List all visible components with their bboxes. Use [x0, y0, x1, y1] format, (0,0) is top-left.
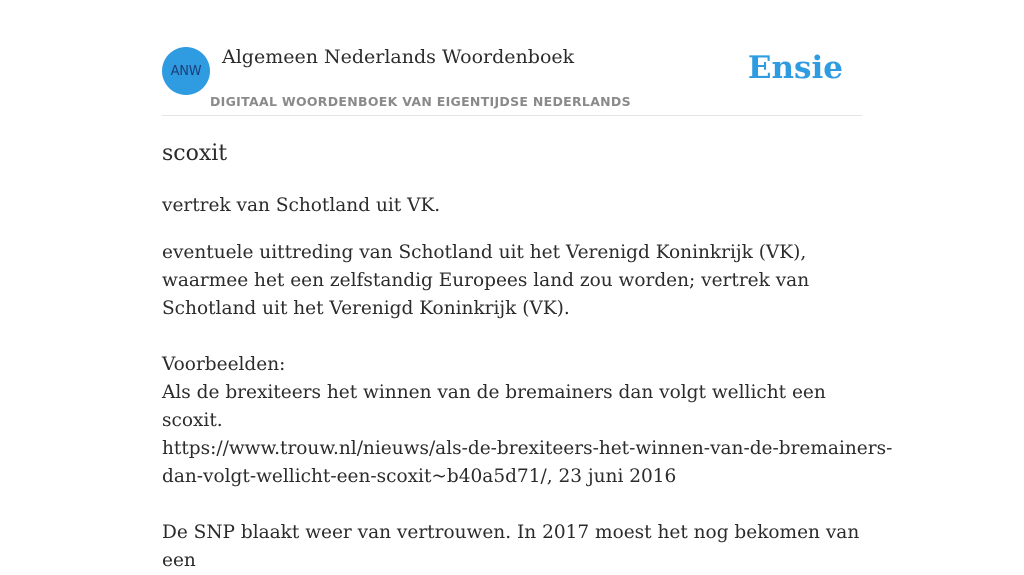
short-definition: vertrek van Schotland uit VK.: [162, 195, 441, 216]
ensie-brand-link[interactable]: Ensie: [747, 50, 843, 86]
header-divider: [162, 115, 862, 116]
example-1-source-line-2: dan-volgt-wellicht-een-scoxit~b40a5d71/, 23 juni 2016: [162, 466, 677, 487]
example-1: Als de brexiteers het winnen van de bremainers dan volgt wellicht een scoxit.: [162, 382, 826, 431]
entry-headword: scoxit: [162, 141, 228, 166]
site-subtitle: DIGITAAL WOORDENBOEK VAN EIGENTIJDSE NEDERLANDS: [210, 94, 631, 109]
entry-content: [162, 192, 893, 575]
full-definition: eventuele uittreding van Schotland uit het Verenigd Koninkrijk (VK), waarmee het een zelfstandig Europees land zou worden; vertrek van Schotland uit het Verenigd Koninkrijk (VK).: [162, 242, 810, 319]
examples-label: Voorbeelden:: [162, 354, 286, 375]
anw-logo[interactable]: [162, 47, 210, 95]
logo-text: ANW: [170, 63, 202, 79]
example-1-source-line-1: https://www.trouw.nl/nieuws/als-de-brexiteers-het-winnen-van-de-bremainers-: [162, 438, 893, 459]
example-2: De SNP blaakt weer van vertrouwen. In 2017 moest het nog bekomen van een: [162, 522, 860, 571]
site-title[interactable]: Algemeen Nederlands Woordenboek: [222, 46, 575, 68]
